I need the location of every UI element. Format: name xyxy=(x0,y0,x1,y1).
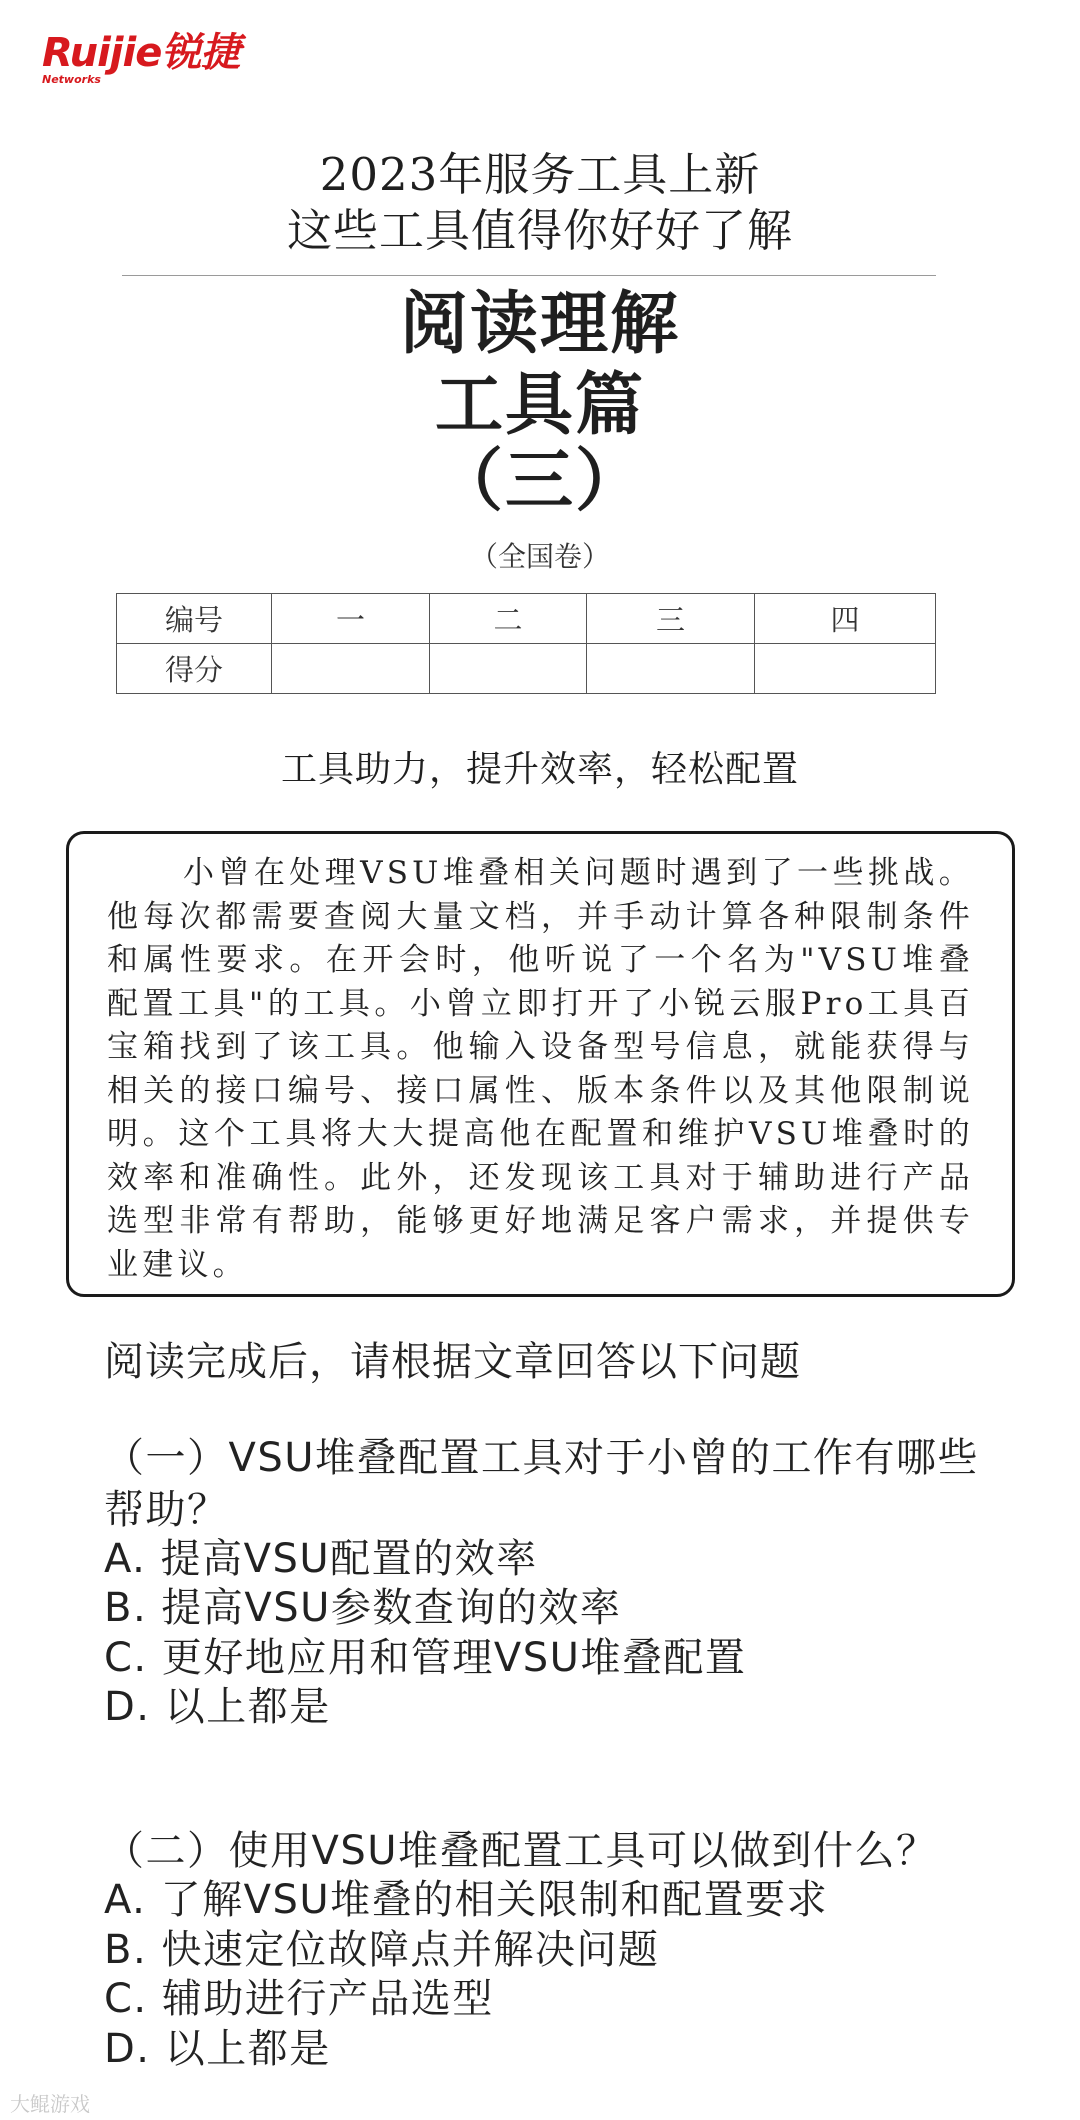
question-2-option-c: C. 辅助进行产品选型 xyxy=(104,1976,494,2022)
brand-logo-text: Ruijie锐捷 xyxy=(42,30,240,76)
score-value-4 xyxy=(755,644,936,694)
score-cell-label: 编号 xyxy=(117,594,272,644)
instruction-text: 阅读完成后，请根据文章回答以下问题 xyxy=(104,1339,801,1385)
subtitle-line-1: 2023年服务工具上新 xyxy=(319,148,761,201)
score-cell-3: 三 xyxy=(587,594,755,644)
score-table-score-row xyxy=(117,644,936,694)
passage-box xyxy=(66,831,1015,1297)
question-2-option-d: D. 以上都是 xyxy=(104,2026,331,2072)
score-value-2 xyxy=(430,644,587,694)
score-value-3 xyxy=(587,644,755,694)
subtitle-line-2: 这些工具值得你好好了解 xyxy=(286,204,793,257)
score-row-label: 得分 xyxy=(117,644,272,694)
question-1-option-b: B. 提高VSU参数查询的效率 xyxy=(104,1585,622,1631)
score-cell-2: 二 xyxy=(430,594,587,644)
question-1-option-a: A. 提高VSU配置的效率 xyxy=(104,1536,538,1582)
score-table-header-row xyxy=(117,594,936,644)
score-cell-1: 一 xyxy=(272,594,430,644)
question-2-title: （二）使用VSU堆叠配置工具可以做到什么？ xyxy=(104,1828,938,1874)
score-value-1 xyxy=(272,644,430,694)
title-line-1: 阅读理解 xyxy=(399,284,680,364)
passage-text: 小曾在处理VSU堆叠相关问题时遇到了一些挑战。他每次都需要查阅大量文档，并手动计算各种限制条件和属性要求。在开会时，他听说了一个名为"VSU堆叠配置工具"的工具。小曾立即打开了小锐云服Pro工具百宝箱找到了该工具。他输入设备型号信息，就能获得与相关的接口编号、接口属性、版本条件以及其他限制说明。这个工具将大大提高他在配置和维护VSU堆叠时的效率和准确性。此外，还发现该工具对于辅助进行产品选型非常有帮助，能够更好地满足客户需求，并提供专业建议。 xyxy=(107,855,974,1283)
title-line-3: （三） xyxy=(434,441,645,521)
watermark: 大鲲游戏 xyxy=(10,2092,90,2116)
brand-logo-subtext: Networks xyxy=(42,73,101,86)
title-line-2: 工具篇 xyxy=(434,365,645,445)
brand-logo xyxy=(42,30,302,86)
score-table xyxy=(116,593,936,694)
edition-label: （全国卷） xyxy=(469,540,610,573)
question-1-title: （一）VSU堆叠配置工具对于小曾的工作有哪些帮助？ xyxy=(104,1435,980,1533)
question-1-option-c: C. 更好地应用和管理VSU堆叠配置 xyxy=(104,1635,747,1681)
header-divider xyxy=(122,275,936,276)
question-2-option-a: A. 了解VSU堆叠的相关限制和配置要求 xyxy=(104,1877,829,1923)
question-2-option-b: B. 快速定位故障点并解决问题 xyxy=(104,1927,660,1973)
question-1-option-d: D. 以上都是 xyxy=(104,1684,331,1730)
score-cell-4: 四 xyxy=(755,594,936,644)
slogan: 工具助力，提升效率，轻松配置 xyxy=(280,749,799,790)
